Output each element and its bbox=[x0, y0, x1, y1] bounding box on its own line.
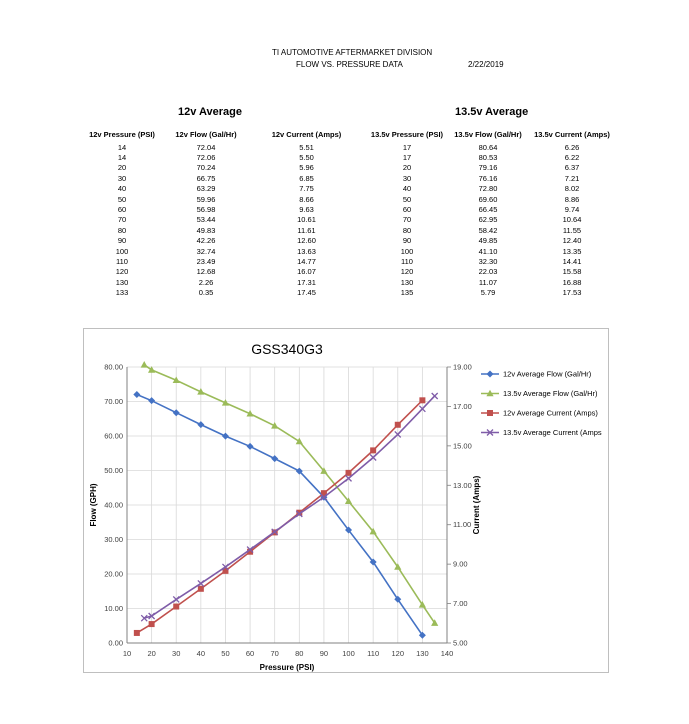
table-12v-header bbox=[87, 130, 358, 142]
table-cell: 17 bbox=[402, 153, 412, 163]
table-cell: 72.06 bbox=[196, 153, 216, 163]
table-row bbox=[87, 246, 358, 256]
table-cell: 17 bbox=[402, 142, 412, 152]
y-tick-label: 80.00 bbox=[104, 362, 123, 372]
column-header: 13.5v Flow (Gal/Hr) bbox=[454, 130, 522, 139]
x-tick-label: 140 bbox=[440, 649, 454, 658]
table-row bbox=[87, 225, 358, 235]
data-point bbox=[198, 586, 204, 592]
table-cell: 49.83 bbox=[196, 225, 216, 235]
table-cell: 5.79 bbox=[480, 288, 496, 298]
table-cell: 50 bbox=[117, 194, 127, 204]
table-cell: 120 bbox=[400, 267, 414, 277]
table-cell: 69.60 bbox=[478, 194, 498, 204]
x-axis-label: Pressure (PSI) bbox=[259, 663, 315, 672]
table-cell: 7.21 bbox=[564, 173, 580, 183]
table-cell: 62.95 bbox=[478, 215, 498, 225]
table-row bbox=[366, 246, 616, 256]
table-row bbox=[87, 267, 358, 277]
x-tick-label: 70 bbox=[270, 649, 279, 658]
y-tick-label: 0.00 bbox=[108, 638, 123, 648]
legend-entry: 12v Average Current (Amps) bbox=[503, 408, 598, 418]
data-point bbox=[370, 447, 376, 453]
table-13v bbox=[366, 130, 616, 298]
table-row bbox=[87, 163, 358, 173]
table-cell: 16.07 bbox=[297, 267, 316, 277]
data-point bbox=[346, 470, 352, 476]
document-date: 2/22/2019 bbox=[468, 60, 504, 69]
table-cell: 41.10 bbox=[478, 246, 498, 256]
data-point bbox=[173, 604, 179, 610]
table-cell: 5.51 bbox=[299, 142, 314, 152]
table-row bbox=[366, 215, 616, 225]
x-tick-label: 20 bbox=[147, 649, 156, 658]
table-cell: 10.64 bbox=[562, 215, 582, 225]
table-cell: 7.75 bbox=[299, 184, 314, 194]
table-cell: 17.45 bbox=[297, 288, 316, 298]
data-point bbox=[419, 397, 425, 403]
table-row bbox=[366, 236, 616, 246]
y-tick-label: 10.00 bbox=[104, 604, 123, 613]
table-cell: 60 bbox=[117, 205, 127, 215]
x-tick-label: 80 bbox=[295, 649, 304, 658]
table-cell: 60 bbox=[402, 205, 412, 215]
table-cell: 12.68 bbox=[196, 267, 216, 277]
table-cell: 130 bbox=[400, 277, 414, 287]
table-cell: 23.49 bbox=[196, 256, 216, 266]
y2-tick-label: 5.00 bbox=[453, 638, 468, 648]
x-tick-label: 100 bbox=[342, 649, 355, 658]
y2-tick-label: 9.00 bbox=[453, 559, 468, 569]
table-cell: 6.37 bbox=[564, 163, 580, 173]
table-cell: 72.04 bbox=[196, 142, 216, 152]
column-header: 12v Flow (Gal/Hr) bbox=[175, 130, 237, 139]
flow-pressure-chart bbox=[84, 329, 610, 674]
table-cell: 66.75 bbox=[196, 173, 216, 183]
data-point bbox=[141, 361, 148, 368]
table-cell: 72.80 bbox=[478, 184, 498, 194]
y2-tick-label: 13.00 bbox=[453, 480, 472, 490]
table-cell: 30 bbox=[117, 173, 127, 183]
table-12v bbox=[87, 130, 358, 298]
table-cell: 8.02 bbox=[564, 184, 580, 194]
table-row bbox=[87, 215, 358, 225]
table-cell: 32.30 bbox=[478, 256, 498, 266]
division-title: TI AUTOMOTIVE AFTERMARKET DIVISION bbox=[272, 48, 433, 57]
y2-tick-label: 15.00 bbox=[453, 441, 472, 451]
table-cell: 70 bbox=[117, 215, 127, 225]
table-row bbox=[87, 236, 358, 246]
table-13v-header bbox=[366, 130, 616, 142]
table-cell: 20 bbox=[117, 163, 127, 173]
table-cell: 6.26 bbox=[564, 142, 580, 152]
table-cell: 14.41 bbox=[562, 256, 582, 266]
table-cell: 100 bbox=[115, 246, 129, 256]
table-cell: 110 bbox=[116, 256, 128, 266]
table-cell: 66.45 bbox=[478, 205, 498, 215]
table-cell: 17.31 bbox=[297, 277, 316, 287]
table-cell: 56.98 bbox=[196, 205, 216, 215]
table-cell: 9.74 bbox=[564, 205, 580, 215]
table-row bbox=[366, 267, 616, 277]
legend-entry: 12v Average Flow (Gal/Hr) bbox=[503, 369, 592, 379]
table-cell: 80.64 bbox=[478, 142, 498, 152]
table-cell: 12.60 bbox=[297, 236, 316, 246]
table-cell: 12.40 bbox=[562, 236, 582, 246]
table-cell: 40 bbox=[117, 184, 127, 194]
table-row bbox=[87, 173, 358, 183]
x-tick-label: 30 bbox=[172, 649, 181, 658]
table-cell: 11.61 bbox=[297, 225, 316, 235]
table-cell: 8.66 bbox=[299, 194, 314, 204]
y2-tick-label: 17.00 bbox=[453, 401, 472, 411]
chart-area bbox=[83, 328, 609, 673]
table-cell: 15.58 bbox=[562, 267, 582, 277]
table-cell: 40 bbox=[402, 184, 412, 194]
table-row bbox=[366, 142, 616, 152]
table-cell: 14 bbox=[117, 142, 127, 152]
table-cell: 70.24 bbox=[196, 163, 216, 173]
table-cell: 70 bbox=[402, 215, 412, 225]
table-13v-title: 13.5v Average bbox=[455, 106, 529, 118]
table-cell: 6.22 bbox=[564, 153, 580, 163]
y-tick-label: 50.00 bbox=[104, 466, 123, 475]
table-row bbox=[366, 194, 616, 204]
table-cell: 13.63 bbox=[297, 246, 316, 256]
table-cell: 16.88 bbox=[562, 277, 582, 287]
table-cell: 11.55 bbox=[562, 225, 582, 235]
table-cell: 17.53 bbox=[562, 288, 582, 298]
table-cell: 30 bbox=[402, 173, 412, 183]
legend-entry: 13.5v Average Current (Amps bbox=[503, 428, 602, 437]
table-cell: 49.85 bbox=[478, 236, 498, 246]
table-cell: 11.07 bbox=[478, 277, 498, 287]
table-row bbox=[366, 173, 616, 183]
table-cell: 100 bbox=[400, 246, 414, 256]
table-cell: 80 bbox=[402, 225, 412, 235]
table-12v-title: 12v Average bbox=[178, 106, 243, 118]
table-row bbox=[87, 194, 358, 204]
table-cell: 5.96 bbox=[299, 163, 314, 173]
table-row bbox=[366, 277, 616, 287]
x-tick-label: 110 bbox=[367, 649, 380, 658]
table-cell: 135 bbox=[400, 288, 414, 298]
y2-tick-label: 11.00 bbox=[453, 520, 472, 530]
table-row bbox=[366, 204, 616, 214]
table-cell: 32.74 bbox=[196, 246, 216, 256]
x-tick-label: 60 bbox=[245, 649, 255, 658]
data-point bbox=[395, 422, 401, 428]
table-row bbox=[87, 277, 358, 287]
chart-title: GSS340G3 bbox=[251, 341, 323, 357]
data-point bbox=[134, 630, 140, 636]
table-row bbox=[366, 256, 616, 266]
table-row bbox=[87, 142, 358, 152]
table-cell: 80.53 bbox=[478, 153, 498, 163]
table-cell: 20 bbox=[402, 163, 412, 173]
column-header: 12v Current (Amps) bbox=[271, 130, 342, 139]
table-cell: 76.16 bbox=[478, 173, 498, 183]
table-cell: 59.96 bbox=[196, 194, 216, 204]
x-tick-label: 120 bbox=[391, 649, 405, 658]
y-tick-label: 20.00 bbox=[104, 569, 123, 579]
table-cell: 50 bbox=[402, 194, 412, 204]
table-cell: 8.86 bbox=[564, 194, 580, 204]
table-row bbox=[87, 256, 358, 266]
table-row bbox=[87, 204, 358, 214]
table-cell: 13.35 bbox=[562, 246, 582, 256]
table-cell: 14.77 bbox=[297, 256, 316, 266]
table-13v-body bbox=[366, 142, 616, 298]
table-cell: 133 bbox=[115, 288, 129, 298]
table-row bbox=[87, 287, 358, 297]
legend-marker bbox=[487, 410, 493, 416]
table-cell: 5.50 bbox=[299, 153, 314, 163]
table-cell: 58.42 bbox=[478, 225, 498, 235]
table-cell: 63.29 bbox=[196, 184, 216, 194]
table-12v-body bbox=[87, 142, 358, 298]
table-cell: 80 bbox=[117, 225, 127, 235]
x-tick-label: 90 bbox=[319, 649, 329, 658]
table-cell: 42.26 bbox=[196, 236, 216, 246]
table-row bbox=[366, 287, 616, 297]
x-tick-label: 10 bbox=[122, 649, 132, 658]
y-tick-label: 60.00 bbox=[104, 431, 123, 441]
table-row bbox=[366, 184, 616, 194]
column-header: 13.5v Pressure (PSI) bbox=[370, 130, 444, 139]
y2-tick-label: 7.00 bbox=[453, 599, 468, 609]
table-cell: 22.03 bbox=[478, 267, 498, 277]
y-tick-label: 70.00 bbox=[104, 397, 123, 406]
y2-axis-label: Current (Amps) bbox=[472, 475, 481, 535]
table-row bbox=[366, 152, 616, 162]
table-cell: 10.61 bbox=[297, 215, 316, 225]
y-tick-label: 30.00 bbox=[104, 535, 123, 544]
y-axis-label: Flow (GPH) bbox=[89, 483, 98, 527]
table-row bbox=[87, 152, 358, 162]
table-row bbox=[87, 184, 358, 194]
table-cell: 9.63 bbox=[299, 205, 314, 215]
table-cell: 79.16 bbox=[478, 163, 498, 173]
table-cell: 14 bbox=[117, 153, 127, 163]
y-tick-label: 40.00 bbox=[104, 500, 123, 510]
table-cell: 6.85 bbox=[299, 173, 314, 183]
table-row bbox=[366, 225, 616, 235]
data-point bbox=[149, 621, 155, 627]
legend-entry: 13.5v Average Flow (Gal/Hr) bbox=[503, 389, 598, 398]
table-cell: 130 bbox=[115, 277, 129, 287]
table-cell: 53.44 bbox=[196, 215, 216, 225]
column-header: 13.5v Current (Amps) bbox=[534, 130, 610, 139]
legend-marker bbox=[487, 371, 494, 378]
x-tick-label: 50 bbox=[221, 649, 230, 658]
table-cell: 0.35 bbox=[198, 288, 214, 298]
table-cell: 90 bbox=[117, 236, 127, 246]
table-cell: 120 bbox=[115, 267, 129, 277]
table-cell: 110 bbox=[401, 256, 413, 266]
y2-tick-label: 19.00 bbox=[453, 362, 472, 372]
table-cell: 90 bbox=[402, 236, 412, 246]
table-row bbox=[366, 163, 616, 173]
document-subtitle: FLOW VS. PRESSURE DATA bbox=[296, 60, 403, 69]
x-tick-label: 130 bbox=[416, 649, 429, 658]
x-tick-label: 40 bbox=[196, 649, 206, 658]
table-cell: 2.26 bbox=[198, 277, 214, 287]
column-header: 12v Pressure (PSI) bbox=[89, 130, 155, 139]
